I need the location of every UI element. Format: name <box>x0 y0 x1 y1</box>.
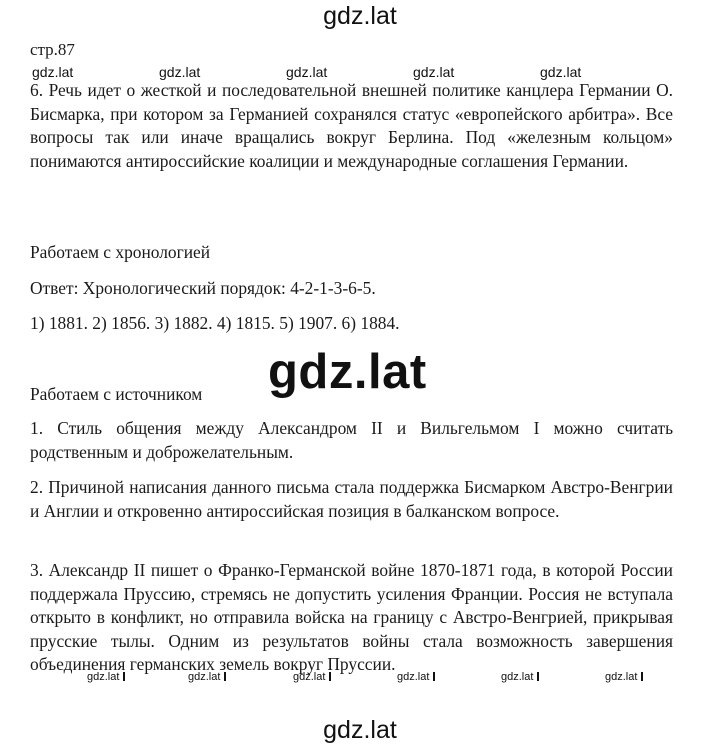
watermark-small: gdz.lat <box>159 64 201 80</box>
chronology-dates: 1) 1881. 2) 1856. 3) 1882. 4) 1815. 5) 1907. 6) 1884. <box>30 313 400 333</box>
watermark-tiny: gdz.lat <box>87 671 125 683</box>
paragraph-6: 6. Речь идет о жесткой и последовательной внешней политике канцлера Германии О. Бисмарка, при котором за Германией сохранялся статус «европейского арбитра». Все вопросы так или иначе вращались вокруг Берлина. Под «железным кольцом» понимаются антироссийские коалиции и международные соглашения Германии. <box>30 80 673 171</box>
source-heading: Работаем с источником <box>30 384 203 404</box>
chronology-heading: Работаем с хронологией <box>30 242 211 262</box>
watermark-tiny: gdz.lat <box>397 671 435 683</box>
watermark-small: gdz.lat <box>32 64 74 80</box>
watermark-small: gdz.lat <box>413 64 455 80</box>
watermark-tiny: gdz.lat <box>188 671 226 683</box>
watermark-tiny: gdz.lat <box>605 671 643 683</box>
source-item-3: 3. Александр II пишет о Франко-Германской войне 1870-1871 года, в которой России поддержала Пруссию, стремясь не допустить усиления Франции. Россия не вступала открыто в конфликт, но отправила войска на границу с Австро-Венгрией, прикрывая прусские тылы. Одним из результатов войны стала возможность завершения объединения германских земель вокруг Пруссии. <box>30 560 673 674</box>
chronology-answer: Ответ: Хронологический порядок: 4-2-1-3-6-5. <box>30 278 376 298</box>
source-item-1: 1. Стиль общения между Александром II и Вильгельмом I можно считать родственным и доброжелательным. <box>30 418 673 462</box>
watermark-small: gdz.lat <box>286 64 328 80</box>
page-number: стр.87 <box>30 40 75 59</box>
watermark-bottom: gdz.lat <box>323 716 397 744</box>
watermark-top: gdz.lat <box>323 2 397 30</box>
watermark-tiny: gdz.lat <box>293 671 331 683</box>
watermark-small: gdz.lat <box>540 64 582 80</box>
watermark-center: gdz.lat <box>268 345 427 399</box>
watermark-tiny: gdz.lat <box>501 671 539 683</box>
source-item-2: 2. Причиной написания данного письма стала поддержка Бисмарком Австро-Венгрии и Англии и откровенно антироссийская позиция в балканском вопросе. <box>30 477 673 521</box>
